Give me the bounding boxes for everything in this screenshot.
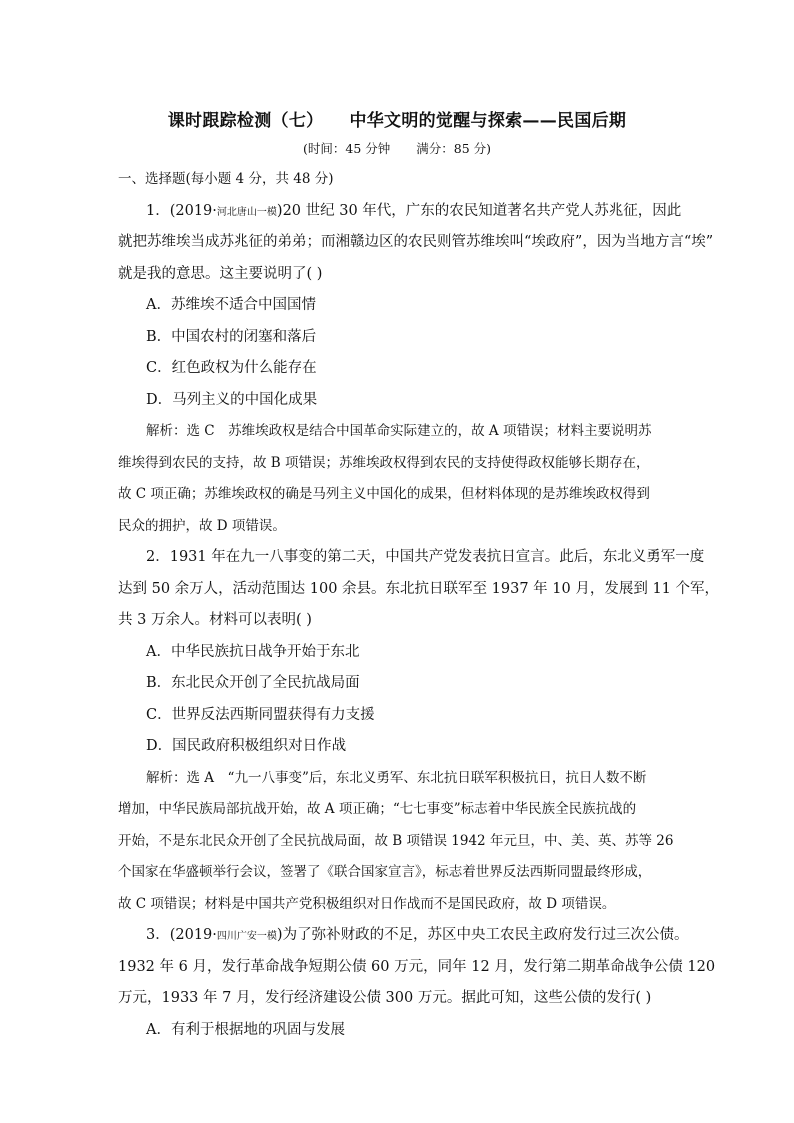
option-c: C．世界反法西斯同盟获得有力支援 [146, 706, 375, 723]
question-2 [118, 542, 720, 920]
analysis-line: 开始，不是东北民众开创了全民抗战局面，故 B 项错误 1942 年元旦，中、美、英、苏等 26 [118, 832, 674, 849]
option-b: B．中国农村的闭塞和落后 [146, 328, 317, 345]
analysis-line: 增加，中华民族局部抗战开始，故 A 项正确；“七七事变”标志着中华民族全民族抗战的 [118, 801, 637, 817]
analysis-line: 维埃得到农民的支持，故 B 项错误；苏维埃政权得到农民的支持使得政权能够长期存在， [118, 454, 650, 471]
option-d: D．国民政府积极组织对日作战 [146, 738, 347, 754]
option-d: D．马列主义的中国化成果 [146, 391, 318, 408]
page-title [0, 106, 794, 131]
exam-time: (时间：45 分钟 [302, 141, 391, 156]
question-stem-line: 共 3 万余人。材料可以表明( ) [118, 612, 312, 628]
question-stem-line: 万元，1933 年 7 月，发行经济建设公债 300 万元。据此可知，这些公债的发行( ) [118, 990, 652, 1006]
title-part1: 课时跟踪检测（七） [167, 111, 324, 131]
option-c: C．红色政权为什么能存在 [146, 360, 317, 376]
analysis-block [118, 416, 678, 542]
question-source: 四川广安一模 [216, 931, 277, 942]
question-stem-line: 2．1931 年在九一八事变的第二天，中国共产党发表抗日宣言。此后，东北义勇军一度 [146, 549, 705, 565]
question-stem-line: 3．(2019·四川广安一模)为了弥补财政的不足，苏区中央工农民主政府发行过三次公债。 [146, 927, 689, 943]
exam-info [0, 139, 794, 157]
question-stem-line: 1932 年 6 月，发行革命战争短期公债 60 万元，同年 12 月，发行第二期革命战争公债 120 [118, 958, 716, 975]
question-stem-line: 达到 50 余万人，活动范围达 100 余县。东北抗日联军至 1937 年 10 月，发展到 11 个军， [118, 580, 720, 597]
analysis-line: 故 C 项错误；材料是中国共产党积极组织对日作战而不是国民政府，故 D 项错误。 [118, 895, 616, 912]
analysis-line: 解析：选 A “九一八事变”后，东北义勇军、东北抗日联军积极抗日，抗日人数不断 [146, 769, 647, 786]
analysis-line: 个国家在华盛顿举行会议，签署了《联合国家宣言》，标志着世界反法西斯同盟最终形成， [118, 864, 652, 880]
analysis-line: 故 C 项正确；苏维埃政权的确是马列主义中国化的成果，但材料体现的是苏维埃政权得到 [118, 486, 650, 502]
question-stem-line: 就把苏维埃当成苏兆征的弟弟；而湘赣边区的农民则管苏维埃叫“埃政府”，因为当地方言“埃” [118, 234, 714, 250]
analysis-line: 解析：选 C 苏维埃政权是结合中国革命实际建立的，故 A 项错误；材料主要说明苏 [146, 423, 652, 439]
option-a: A．中华民族抗日战争开始于东北 [146, 643, 360, 660]
question-3 [118, 920, 716, 1046]
document-body [118, 164, 720, 1046]
option-a: A．苏维埃不适合中国国情 [146, 297, 316, 313]
title-part2: 中华文明的觉醒与探索——民国后期 [349, 111, 627, 131]
section-heading: 一、选择题(每小题 4 分，共 48 分) [118, 171, 334, 187]
question-stem-line: 1．(2019·河北唐山一模)20 世纪 30 年代，广东的农民知道著名共产党人苏兆征，因此 [146, 202, 682, 219]
question-1 [118, 196, 714, 543]
analysis-line: 民众的拥护，故 D 项错误。 [118, 517, 286, 534]
analysis-block [118, 763, 678, 921]
question-stem-line: 就是我的意思。这主要说明了( ) [118, 265, 323, 282]
question-source: 河北唐山一模 [216, 206, 277, 218]
option-b: B．东北民众开创了全民抗战局面 [146, 675, 360, 691]
option-a: A．有利于根据地的巩固与发展 [146, 1021, 345, 1038]
exam-score: 满分：85 分) [416, 141, 492, 156]
